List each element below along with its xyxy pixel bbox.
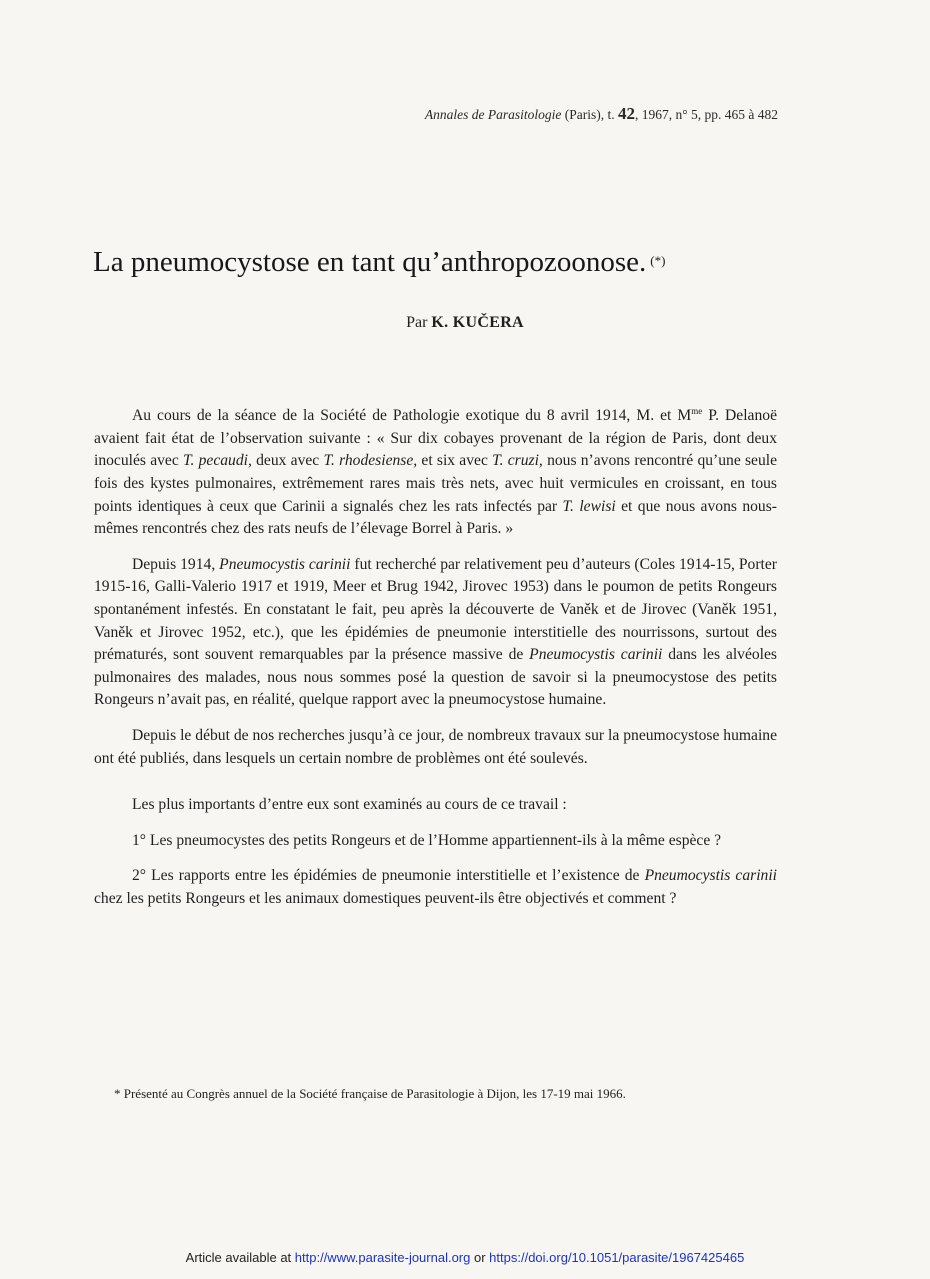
text-run: 2° Les rapports entre les épidémies de pneumonie interstitielle et l’existence de [132, 867, 645, 885]
availability-prefix: Article available at [185, 1250, 295, 1265]
availability-line [0, 1250, 930, 1265]
article-title-text: La pneumocystose en tant qu’anthropozoonose. [93, 246, 647, 278]
footnote-text: * Présenté au Congrès annuel de la Société française de Parasitologie à Dijon, les 17-19 mai 1966. [114, 1086, 626, 1101]
species-name: Pneumocystis carinii [644, 867, 777, 885]
article-body [94, 400, 777, 923]
species-name: T. pecaudi, [182, 452, 252, 470]
text-run: dans les alvéoles pulmonaires des malades, nous nous sommes posé la question de savoir si la pneumocystose des petits Rongeurs n’avait pas, en réalité, quelque rapport avec la pneumocystose humaine. [94, 646, 777, 709]
paragraph-6 [94, 865, 777, 910]
journal-name: Annales de Parasitologie [424, 107, 562, 122]
author-name: K. KUČERA [431, 314, 524, 331]
species-name: T. lewisi [562, 497, 616, 515]
article-title [93, 246, 793, 279]
paragraph-4: Les plus importants d’entre eux sont examinés au cours de ce travail : [132, 796, 567, 814]
title-footnote-marker: (*) [650, 253, 666, 268]
paragraph-2 [94, 554, 777, 712]
author-line [0, 314, 930, 332]
paragraph-5: 1° Les pneumocystes des petits Rongeurs et de l’Homme appartiennent-ils à la même espèce ? [132, 831, 722, 849]
superscript: me [691, 406, 703, 416]
text-run: deux avec [251, 452, 324, 470]
doi-link[interactable]: https://doi.org/10.1051/parasite/1967425465 [489, 1250, 745, 1265]
author-prefix: Par [406, 314, 428, 331]
text-run: Depuis 1914, [132, 555, 220, 573]
journal-volume: 42 [617, 104, 635, 123]
text-run: chez les petits Rongeurs et les animaux domestiques peuvent-ils être objectivés et comment ? [94, 889, 677, 907]
footnote [94, 1085, 777, 1102]
text-run: et six avec [417, 452, 493, 470]
text-run: nous n’avons rencontré qu’une seule fois des kystes pulmonaires, extrêmement rares mais très nets, avec huit vermicules en croissant, en tous points identiques à ceux que Carinii a signalés chez les rats infectés par [94, 452, 778, 515]
journal-header [300, 104, 778, 124]
journal-place: (Paris), t. [564, 107, 615, 122]
paragraph-1 [94, 400, 777, 541]
journal-issue-pages: , 1967, n° 5, pp. 465 à 482 [634, 107, 778, 122]
text-run: P. Delanoë avaient fait état de l’observation suivante : « Sur dix cobayes provenant de la région de Paris, dont deux inoculés avec [94, 407, 777, 470]
species-name: T. cruzi, [492, 452, 543, 470]
species-name: Pneumocystis carinii [529, 646, 663, 664]
species-name: T. rhodesiense, [323, 452, 418, 470]
text-run: Au cours de la séance de la Société de Pathologie exotique du 8 avril 1914, M. et M [132, 407, 692, 425]
species-name: Pneumocystis carinii [219, 555, 351, 573]
paragraph-3: Depuis le début de nos recherches jusqu’à ce jour, de nombreux travaux sur la pneumocystose humaine ont été publiés, dans lesquels un certain nombre de problèmes ont été soulevés. [94, 726, 777, 767]
text-run: et que nous avons nous-mêmes rencontrés chez des rats neufs de l’élevage Borrel à Paris. » [94, 497, 777, 538]
text-run: fut recherché par relativement peu d’auteurs (Coles 1914-15, Porter 1915-16, Galli-Valerio 1917 et 1919, Meer et Brug 1942, Jirovec 1953) dans le poumon de petits Rongeurs spontanément infestés. En constatant le fait, peu après la découverte de Vaněk et de Jirovec (Vaněk 1951, Vaněk et Jirovec 1952, etc.), que les épidémies de pneumonie interstitielle des nourrissons, surtout des prématurés, sont souvent remarquables par la présence massive de [94, 555, 777, 664]
availability-middle: or [470, 1250, 490, 1265]
journal-link[interactable]: http://www.parasite-journal.org [294, 1250, 471, 1265]
